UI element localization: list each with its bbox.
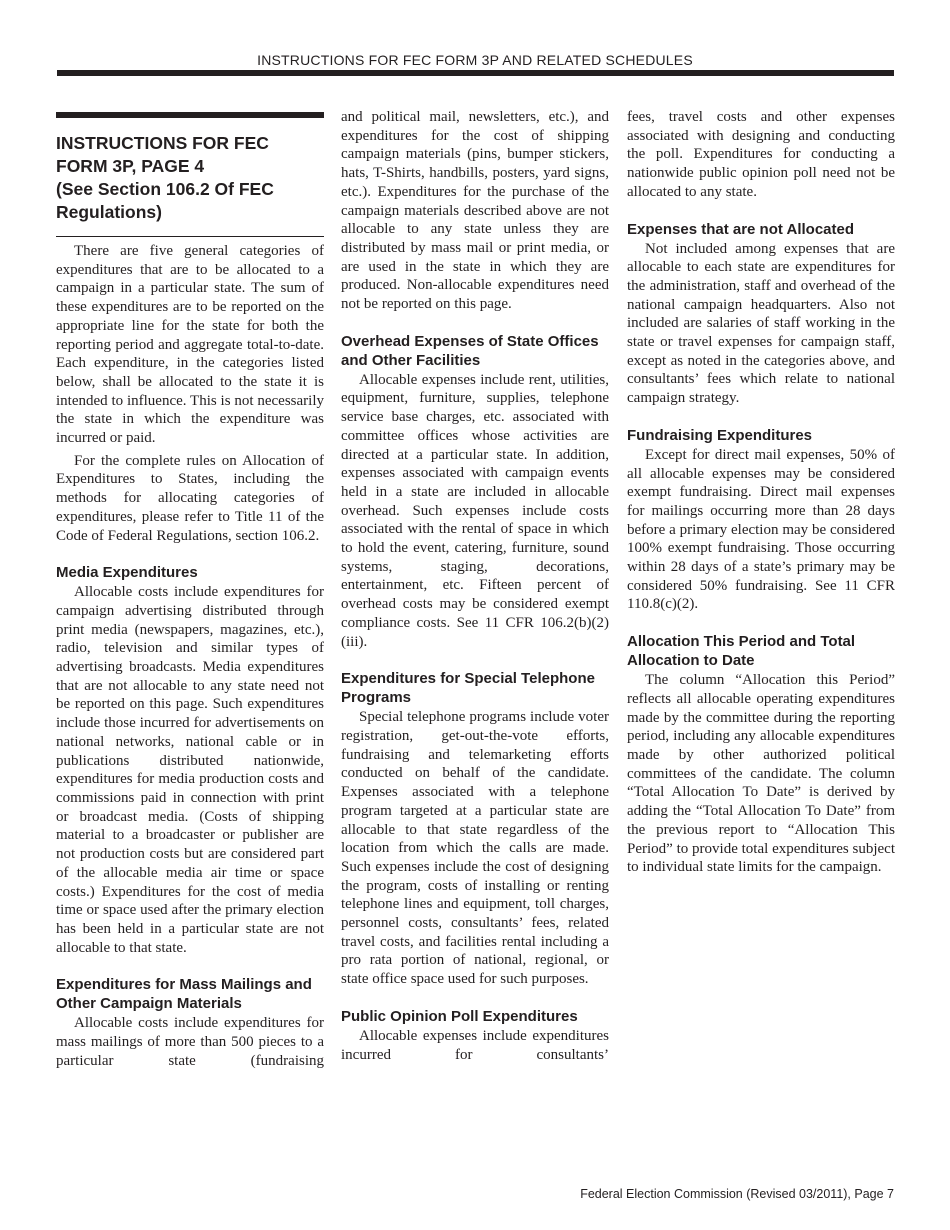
paragraph: Except for direct mail expenses, 50% of all allocable expenses may be considered exempt fundraising. Direct mail expenses for mailings occurring more than 28 days before a primary election may be considered 100% exempt fundraising. Those occurring within 28 days of a state’s primary may be considered 50% fundraising. See 11 CFR 110.8(c)(2).	[627, 446, 895, 613]
page-title: INSTRUCTIONS FOR FEC FORM 3P, PAGE 4 (See Section 106.2 Of FEC Regulations)	[56, 133, 274, 222]
section-heading: Media Expenditures	[56, 564, 198, 582]
section-heading: Fundraising Expenditures	[627, 426, 813, 444]
paragraph: Allocable expenses include rent, utilities, equipment, furniture, supplies, telephone service base charges, etc. associated with committee offices whose activities are directed at a particular state. In addition, expenses associated with campaign events held in a state are included in allocable overhead. Such expenses include costs associated with the rental of space in which to hold the event, catering, furniture, sound systems, staging, decorations, entertainment, etc. Fifteen percent of overhead costs may be considered exempt compliance costs. See 11 CFR 106.2(b)(2)(iii).	[341, 371, 609, 650]
section-heading: Expenses that are not Allocated	[627, 220, 855, 238]
paragraph: and political mail, newsletters, etc.), and expenditures for the cost of shipping campaign materials (pins, bumper stickers, hats, T-Shirts, handbills, posters, yard signs, etc.). Expenditures for the purchase of the campaign materials described above are not allocable to any state unless they are distributed by mass mail or print media, or are used in the state in which they are produced. Non-allocable expenditures need not be reported on this page.	[341, 109, 609, 313]
column-3	[627, 108, 895, 881]
section-heading: Expenditures for Mass Mailings and Other Campaign Materials	[56, 976, 312, 1013]
paragraph: Allocable costs include expenditures for campaign advertising distributed through print media (newspapers, magazines, etc.), radio, television and similar types of advertising broadcasts. Media expenditures that are not allocable to any state need not be reported on this page. Such expenditures include those incurred for advertisements on national networks, national cable or in publications distributed nationwide, expenditures for media production costs and commissions paid in connection with print or broadcast media. (Costs of shipping material to a broadcaster or publisher are not production costs but are considered part of the allocable media air time or space costs.) Expenditures for the cost of media time or space used after the primary election has been held in a particular state are not allocable to that state.	[56, 584, 324, 956]
section-heading: Allocation This Period and Total Allocation to Date	[627, 633, 856, 670]
paragraph: There are five general categories of expenditures that are to be allocated to a campaign in a particular state. The sum of these expenditures are to be reported on the appropriate line for the state for both the reporting period and aggregate total-to-date. Each expenditure, in the categories listed below, shall be allocated to the state it is intended to influence. This is not necessarily the state in which the expenditure was incurred or paid.	[56, 243, 324, 447]
section-heading: Expenditures for Special Telephone Programs	[341, 670, 595, 707]
section-heading: Public Opinion Poll Expenditures	[341, 1007, 578, 1025]
running-header: INSTRUCTIONS FOR FEC FORM 3P AND RELATED SCHEDULES	[257, 52, 693, 68]
paragraph: Special telephone programs include voter registration, get-out-the-vote efforts, fundraising and telemarketing efforts conducted on behalf of the candidate. Expenses associated with a telephone program targeted at a particular state are allocable to that state regardless of the location from which the calls are made. Such expenses include the cost of designing the program, costs of installing or renting telephone lines and equipment, toll charges, personnel costs, consultants’ fees, related travel costs, and facilities rental including a pro rata portion of national, regional, or state office space used for such purposes.	[341, 709, 609, 988]
title-rule-top	[56, 112, 324, 118]
paragraph: Not included among expenses that are allocable to each state are expenditures for the administration, staff and overhead of the national campaign headquarters. Also not included are salaries of staff working in the state or travel expenses for campaign staff, except as noted in the categories above, and consultants’ fees which relate to national campaign strategy.	[627, 240, 895, 407]
paragraph: fees, travel costs and other expenses associated with designing and conducting the poll. Expenditures for conducting a nationwide public opinion poll need not be allocated to any state.	[627, 109, 895, 200]
paragraph: Allocable expenses include expenditures incurred for consultants’	[341, 1027, 609, 1063]
column-2	[341, 108, 609, 1064]
header-rule	[57, 70, 894, 76]
paragraph: Allocable costs include expenditures for mass mailings of more than 500 pieces to a particular state (fundraising	[56, 1015, 324, 1069]
section-heading: Overhead Expenses of State Offices and Other Facilities	[341, 332, 599, 369]
paragraph: The column “Allocation this Period” reflects all allocable operating expenditures made by the committee during the reporting period, including any allocable expenditures made by other authorized political committees of the candidate. The column “Total Allocation To Date” is derived by adding the “Total Allocation To Date” from the previous report to “Allocation This Period” to provide total expenditures subject to individual state limits for the campaign.	[627, 672, 895, 876]
paragraph: For the complete rules on Allocation of Expenditures to States, including the methods for allocating categories of expenditures, please refer to Title 11 of the Code of Federal Regulations, section 106.2.	[56, 452, 324, 544]
page-footer: Federal Election Commission (Revised 03/2011), Page 7	[580, 1187, 894, 1201]
title-rule-bottom	[56, 236, 324, 237]
column-1	[56, 112, 324, 1070]
